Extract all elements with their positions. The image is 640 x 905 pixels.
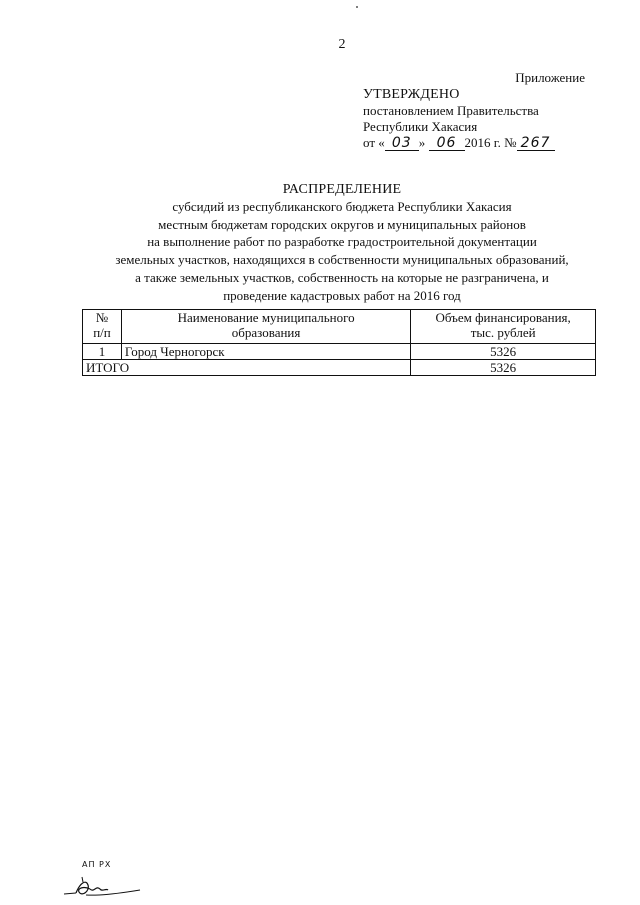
row-num: 1 xyxy=(83,344,122,360)
approval-block xyxy=(363,87,555,151)
title-line-4: земельных участков, находящихся в собственности муниципальных образований, xyxy=(115,252,569,268)
total-label: ИТОГО xyxy=(83,360,411,376)
page-number: 2 xyxy=(338,37,346,52)
header-num-line-1: № xyxy=(95,310,109,325)
footer-code: АП РХ xyxy=(82,860,112,869)
distribution-table xyxy=(82,309,596,376)
header-name-line-1: Наименование муниципального xyxy=(177,310,355,325)
appendix-label: Приложение xyxy=(515,70,585,85)
table-row xyxy=(83,344,596,360)
header-name xyxy=(121,310,410,344)
handwritten-signature xyxy=(62,873,152,903)
handwritten-number: 267 xyxy=(517,136,555,151)
header-name-line-2: образования xyxy=(231,325,301,340)
title-line-6: проведение кадастровых работ на 2016 год xyxy=(223,287,461,303)
handwritten-month: 06 xyxy=(429,136,465,151)
date-mid: » xyxy=(418,135,426,150)
row-amount: 5326 xyxy=(411,344,596,360)
year-text: 2016 г. № xyxy=(464,135,517,150)
decree-date-line xyxy=(363,135,555,151)
row-name: Город Черногорск xyxy=(121,344,410,360)
authority-line: Республики Хакасия xyxy=(363,119,478,134)
header-amount-line-2: тыс. рублей xyxy=(470,325,536,340)
title-line-3: на выполнение работ по разработке градостроительной документации xyxy=(147,234,537,250)
table-total-row xyxy=(83,360,596,376)
table-header-row xyxy=(83,310,596,344)
handwritten-day: 03 xyxy=(385,136,419,151)
approved-label: УТВЕРЖДЕНО xyxy=(363,87,460,102)
header-amount xyxy=(411,310,596,344)
title-line-5: а также земельных участков, собственность на которые не разграничена, и xyxy=(135,269,549,285)
date-prefix: от « xyxy=(363,135,385,150)
scan-dot xyxy=(356,6,358,8)
total-amount: 5326 xyxy=(411,360,596,376)
title-line-2: местным бюджетам городских округов и муниципальных районов xyxy=(158,216,526,232)
header-amount-line-1: Объем финансирования, xyxy=(435,310,571,325)
header-num-line-2: п/п xyxy=(93,325,111,340)
document-title-block xyxy=(0,181,640,304)
header-num xyxy=(83,310,122,344)
decree-line: постановлением Правительства xyxy=(363,103,539,118)
title-line-1: субсидий из республиканского бюджета Республики Хакасия xyxy=(172,199,512,214)
document-heading: РАСПРЕДЕЛЕНИЕ xyxy=(282,182,402,197)
